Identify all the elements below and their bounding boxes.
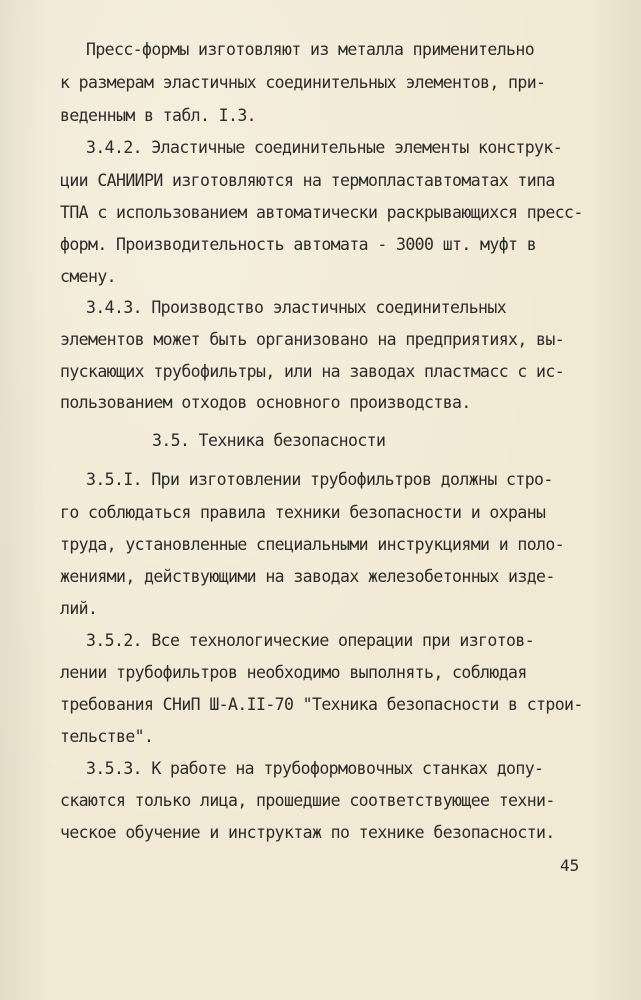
paragraph-2-line-3: ТПА с использованием автоматически раскрывающихся пресс- — [60, 203, 583, 222]
paragraph-4-line-4: жениями, действующими на заводах железобетонных изде- — [60, 567, 555, 586]
paragraph-2-line-5: смену. — [60, 267, 117, 286]
paragraph-5-line-1: 3.5.2. Все технологические операции при изготов- — [86, 631, 535, 650]
paragraph-3-line-4: пользованием отходов основного производства. — [60, 393, 471, 412]
page-number: 45 — [560, 856, 580, 875]
paragraph-4-line-2: го соблюдаться правила техники безопасности и охраны — [60, 503, 546, 522]
paragraph-1-line-1: Пресс-формы изготовляют из металла применительно — [86, 40, 535, 59]
paragraph-4-line-3: труда, установленные специальными инструкциями и поло- — [60, 535, 565, 554]
paragraph-2-line-2: ции САНИИРИ изготовляются на термопластавтоматах типа — [60, 171, 555, 190]
section-heading: 3.5. Техника безопасности — [152, 431, 386, 450]
paragraph-4-line-1: 3.5.I. При изготовлении трубофильтров должны стро- — [86, 470, 553, 489]
paragraph-6-line-2: скаются только лица, прошедшие соответствующее техни- — [60, 791, 555, 810]
paragraph-6-line-3: ческое обучение и инструктаж по технике безопасности. — [60, 823, 555, 842]
paragraph-4-line-5: лий. — [60, 599, 98, 618]
paragraph-3-line-2: элементов может быть организовано на предприятиях, вы- — [60, 330, 565, 349]
paragraph-3-line-3: пускающих трубофильтры, или на заводах пластмасс с ис- — [60, 362, 565, 381]
paragraph-3-line-1: 3.4.3. Производство эластичных соединительных — [86, 298, 507, 317]
paragraph-1-line-3: веденным в табл. I.3. — [60, 106, 257, 125]
paragraph-2-line-1: 3.4.2. Эластичные соединительные элементы конструк- — [86, 138, 563, 157]
paragraph-5-line-2: лении трубофильтров необходимо выполнять, соблюдая — [60, 663, 527, 682]
paragraph-5-line-3: требования СНиП Ш-А.II-70 "Техника безопасности в строи- — [60, 695, 583, 714]
paragraph-6-line-1: 3.5.3. К работе на трубоформовочных станках допу- — [86, 759, 544, 778]
paragraph-2-line-4: форм. Производительность автомата - 3000 шт. муфт в — [60, 235, 537, 254]
paragraph-5-line-4: тельстве". — [60, 727, 154, 746]
paragraph-1-line-2: к размерам эластичных соединительных элементов, при- — [60, 73, 546, 92]
